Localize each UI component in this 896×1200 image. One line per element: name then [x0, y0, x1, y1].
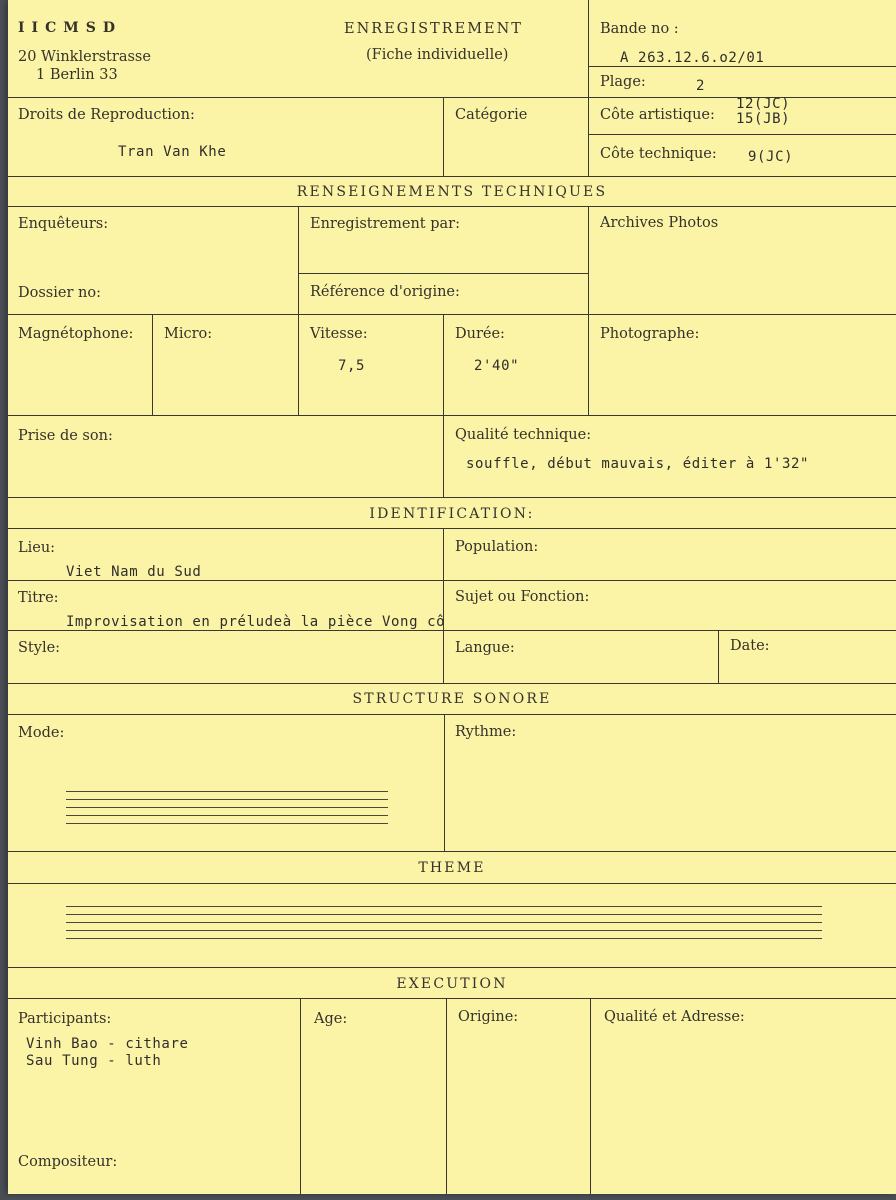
photographe-label: Photographe: [600, 326, 700, 342]
participant-2: Sau Tung - luth [26, 1053, 162, 1069]
row-divider [8, 176, 896, 177]
rythme-label: Rythme: [455, 724, 517, 740]
col-divider [588, 0, 589, 176]
row-divider [8, 714, 896, 715]
qualite-adresse-label: Qualité et Adresse: [604, 1009, 745, 1025]
lieu-label: Lieu: [18, 540, 56, 556]
section-title-identification: IDENTIFICATION: [369, 506, 535, 522]
compositeur-label: Compositeur: [18, 1154, 118, 1170]
form-subtitle: (Fiche individuelle) [366, 47, 509, 63]
staff-line [66, 799, 388, 800]
droits-value: Tran Van Khe [118, 144, 227, 160]
prise-de-son-label: Prise de son: [18, 428, 113, 444]
row-divider [8, 851, 896, 852]
row-divider [8, 497, 896, 498]
staff-line [66, 938, 822, 939]
lieu-value: Viet Nam du Sud [66, 564, 202, 580]
cote-artistique-label: Côte artistique: [600, 107, 715, 123]
cote-artistique-value-1: 12(JC) [736, 96, 791, 112]
sujet-label: Sujet ou Fonction: [455, 589, 590, 605]
categorie-label: Catégorie [455, 107, 528, 123]
col-divider [300, 998, 301, 1194]
population-label: Population: [455, 539, 539, 555]
micro-label: Micro: [164, 326, 213, 342]
org-logo: IICMSD [18, 20, 122, 36]
col-divider [443, 314, 444, 497]
cote-technique-label: Côte technique: [600, 146, 717, 162]
qualite-technique-label: Qualité technique: [455, 427, 592, 443]
form-title: ENREGISTREMENT [344, 21, 523, 37]
origine-label: Origine: [458, 1009, 519, 1025]
mode-label: Mode: [18, 725, 65, 741]
titre-label: Titre: [18, 590, 59, 606]
row-divider [8, 528, 896, 529]
style-label: Style: [18, 640, 61, 656]
row-divider [8, 883, 896, 884]
address-line-1: 20 Winklerstrasse [18, 49, 151, 65]
row-divider [8, 683, 896, 684]
col-divider [590, 998, 591, 1194]
duree-label: Durée: [455, 326, 505, 342]
date-label: Date: [730, 638, 770, 654]
col-divider [298, 206, 299, 415]
staff-line [66, 930, 822, 931]
magnetophone-label: Magnétophone: [18, 326, 134, 342]
col-divider [443, 528, 444, 683]
droits-label: Droits de Reproduction: [18, 107, 195, 123]
row-divider [8, 967, 896, 968]
col-divider [444, 714, 445, 851]
col-divider [443, 97, 444, 176]
plage-value: 2 [696, 78, 706, 94]
vitesse-value: 7,5 [338, 358, 366, 374]
langue-label: Langue: [455, 640, 515, 656]
enregistrement-par-label: Enregistrement par: [310, 216, 460, 232]
col-divider [718, 630, 719, 683]
staff-line [66, 914, 822, 915]
section-title-technical: RENSEIGNEMENTS TECHNIQUES [296, 184, 608, 200]
staff-line [66, 906, 822, 907]
titre-value: Improvisation en préludeà la pièce Vong cô [66, 614, 446, 630]
staff-line [66, 922, 822, 923]
row-divider [8, 415, 896, 416]
staff-line [66, 807, 388, 808]
cote-artistique-value-2: 15(JB) [736, 111, 791, 127]
record-card [8, 0, 896, 1194]
row-divider [8, 998, 896, 999]
participants-label: Participants: [18, 1011, 112, 1027]
staff-line [66, 823, 388, 824]
staff-line [66, 815, 388, 816]
section-title-structure: STRUCTURE SONORE [352, 691, 552, 707]
section-title-theme: THEME [418, 860, 486, 876]
vitesse-label: Vitesse: [310, 326, 368, 342]
col-divider [588, 206, 589, 415]
address-line-2: 1 Berlin 33 [36, 67, 118, 83]
row-divider [8, 206, 896, 207]
enqueteurs-label: Enquêteurs: [18, 216, 109, 232]
row-divider [588, 134, 896, 135]
archives-photos-label: Archives Photos [600, 215, 719, 231]
plage-label: Plage: [600, 74, 646, 90]
reference-label: Référence d'origine: [310, 284, 460, 300]
section-title-execution: EXECUTION [396, 976, 508, 992]
age-label: Age: [314, 1011, 348, 1027]
staff-line [66, 791, 388, 792]
col-divider [152, 314, 153, 415]
col-divider [446, 998, 447, 1194]
row-divider [298, 273, 588, 274]
dossier-label: Dossier no: [18, 285, 101, 301]
duree-value: 2'40" [474, 358, 520, 374]
participant-1: Vinh Bao - cithare [26, 1036, 189, 1052]
row-divider [8, 314, 896, 315]
cote-technique-value: 9(JC) [748, 149, 794, 165]
bande-label: Bande no : [600, 21, 679, 37]
bande-value: A 263.12.6.o2/01 [620, 50, 765, 66]
qualite-technique-value: souffle, début mauvais, éditer à 1'32" [466, 456, 810, 472]
